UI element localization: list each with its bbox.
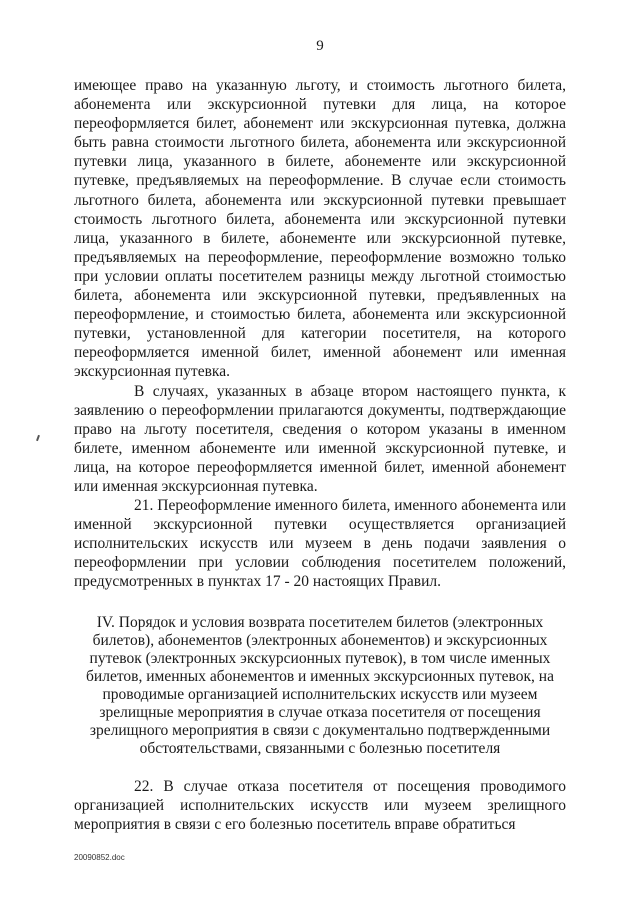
paragraph-21: 21. Переоформление именного билета, именного абонемента или именной экскурсионной путевки осуществляется организацией исполнительских искусств или музеем в день подачи заявления о переоформлении при условии соблюдения посетителем положений, предусмотренных в пунктах 17 - 20 настоящих Правил.	[74, 497, 566, 591]
section-heading: IV. Порядок и условия возврата посетителем билетов (электронных билетов), абонементов (электронных абонементов) и экскурсионных путевок (электронных экскурсионных путевок), в том числе именных билетов, именных абонементов и именных экскурсионных путевок, на проводимые организацией исполнительских искусств или музеем зрелищные мероприятия в случае отказа посетителя от посещения зрелищного мероприятия в связи с документально подтвержденными обстоятельствами, связанными с болезнью посетителя	[86, 613, 554, 757]
page-number: 9	[316, 38, 324, 54]
paragraph-cases: В случаях, указанных в абзаце втором настоящего пункта, к заявлению о переоформлении прилагаются документы, подтверждающие право на льготу посетителя, сведения о котором указаны в именном билете, именном абонементе или именной экскурсионной путевке, и лица, на которое переоформляется именной билет, именной абонемент или именная экскурсионная путевка.	[74, 382, 566, 495]
paragraph-continuation: имеющее право на указанную льготу, и стоимость льготного билета, абонемента или экскурсионной путевки для лица, на которое переоформляется билет, абонемент или экскурсионная путевка, должна быть равна стоимости льготного билета, абонемента или экскурсионной путевки лица, указанного в билете, абонементе или экскурсионной путевке, предъявляемых на переоформление. В случае если стоимость льготного билета, абонемента или экскурсионной путевки превышает стоимость льготного билета, абонемента или экскурсионной путевки лица, указанного в билете, абонементе или экскурсионной путевке, предъявляемых на переоформление, переоформление возможно только при условии оплаты посетителем разницы между льготной стоимостью билета, абонемента или экскурсионной путевки, предъявленных на переоформление, и стоимостью билета, абонемента или экскурсионной путевки, установленной для категории посетителя, на которого переоформляется именной билет, именной абонемент или именная экскурсионная путевка.	[74, 77, 566, 381]
margin-mark	[36, 435, 40, 441]
footer-filename: 20090852.doc	[74, 853, 125, 862]
document-body	[74, 76, 566, 834]
paragraph-22: 22. В случае отказа посетителя от посещения проводимого организацией исполнительских искусств или музеем зрелищного мероприятия в связи с его болезнью посетитель вправе обратиться	[74, 777, 566, 833]
